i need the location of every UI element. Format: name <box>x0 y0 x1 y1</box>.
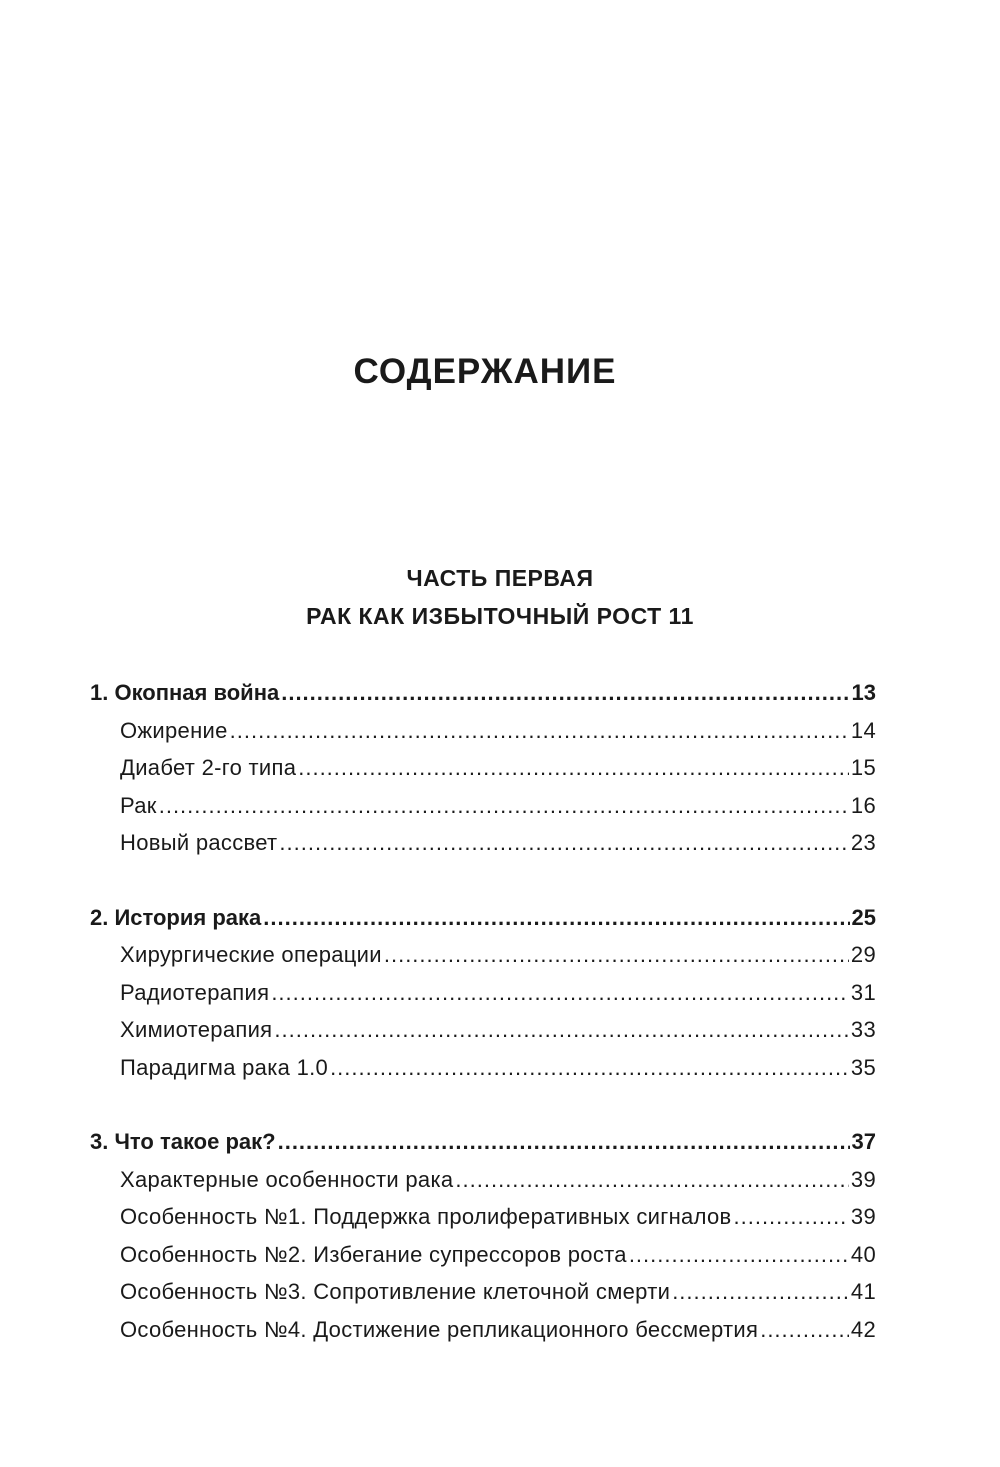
toc-section-title: Рак <box>120 792 157 818</box>
dot-leader <box>734 1198 849 1236</box>
toc-page-number: 39 <box>850 1204 876 1229</box>
toc-page-number: 40 <box>850 1241 876 1267</box>
toc-section-row[interactable] <box>90 1311 876 1349</box>
dot-leader <box>263 899 849 937</box>
dot-leader <box>298 749 849 787</box>
toc-section-row[interactable] <box>90 1011 876 1049</box>
toc-chapter-title: 2. История рака <box>90 904 262 930</box>
toc-section-row[interactable] <box>90 1273 876 1311</box>
dot-leader <box>455 1161 849 1199</box>
toc-section-title: Особенность №2. Избегание супрессоров роста <box>120 1241 627 1267</box>
toc-section-title: Химиотерапия <box>120 1017 273 1042</box>
dot-leader <box>760 1311 849 1349</box>
toc-section-title: Особенность №3. Сопротивление клеточной смерти <box>120 1279 671 1304</box>
dot-leader <box>271 974 849 1012</box>
dot-leader <box>274 1011 849 1049</box>
toc-page-number: 41 <box>850 1279 876 1304</box>
toc-page-number: 31 <box>850 979 876 1005</box>
toc-page-number: 37 <box>851 1129 876 1154</box>
toc-page-number: 29 <box>850 942 876 967</box>
toc-section-row[interactable] <box>90 712 876 750</box>
toc-section-title: Парадигма рака 1.0 <box>120 1054 329 1080</box>
toc-chapter-title: 1. Окопная война <box>90 680 280 705</box>
toc-page-number: 23 <box>850 830 876 855</box>
toc-section-row[interactable] <box>90 936 876 974</box>
dot-leader <box>384 936 849 974</box>
page-title: СОДЕРЖАНИЕ <box>353 352 617 391</box>
toc-page-number: 25 <box>851 904 876 930</box>
toc-chapter-row[interactable] <box>90 674 876 712</box>
toc-page-number: 13 <box>851 680 876 705</box>
toc-section-row[interactable] <box>90 1049 876 1087</box>
toc-section-row[interactable] <box>90 1236 876 1274</box>
toc-section-row[interactable] <box>90 749 876 787</box>
toc-page-number: 15 <box>850 755 876 780</box>
toc-chapter-2 <box>90 899 876 1087</box>
toc-page-number: 14 <box>850 717 876 743</box>
toc-section-row[interactable] <box>90 787 876 825</box>
dot-leader <box>159 787 849 825</box>
toc-section-title: Характерные особенности рака <box>120 1166 454 1192</box>
toc-chapter-row[interactable] <box>90 1123 876 1161</box>
dot-leader <box>279 824 849 862</box>
toc-page-number: 35 <box>850 1054 876 1080</box>
dot-leader <box>230 712 849 750</box>
dot-leader <box>281 674 849 712</box>
toc-page-number: 16 <box>850 792 876 818</box>
dot-leader <box>629 1236 849 1274</box>
toc-section-row[interactable] <box>90 1198 876 1236</box>
toc-section-title: Ожирение <box>120 717 228 743</box>
toc-page-number: 42 <box>850 1316 876 1342</box>
toc-section-title: Новый рассвет <box>120 830 278 855</box>
part-label: ЧАСТЬ ПЕРВАЯ <box>406 565 594 591</box>
dot-leader <box>672 1273 849 1311</box>
toc-section-title: Особенность №1. Поддержка пролиферативных сигналов <box>120 1204 732 1229</box>
dot-leader <box>330 1049 849 1087</box>
toc-page-number: 33 <box>850 1017 876 1042</box>
part-title: РАК КАК ИЗБЫТОЧНЫЙ РОСТ 11 <box>306 603 694 629</box>
toc-section-title: Особенность №4. Достижение репликационного бессмертия <box>120 1316 759 1342</box>
toc-section-title: Хирургические операции <box>120 942 382 967</box>
toc-chapter-row[interactable] <box>90 899 876 937</box>
toc-section-row[interactable] <box>90 974 876 1012</box>
dot-leader <box>278 1123 850 1161</box>
table-of-contents <box>90 674 876 1385</box>
toc-chapter-3 <box>90 1123 876 1348</box>
toc-chapter-1 <box>90 674 876 862</box>
toc-chapter-title: 3. Что такое рак? <box>90 1129 276 1154</box>
toc-section-row[interactable] <box>90 1161 876 1199</box>
toc-section-title: Радиотерапия <box>120 979 270 1005</box>
toc-section-row[interactable] <box>90 824 876 862</box>
toc-section-title: Диабет 2-го типа <box>120 755 297 780</box>
toc-page-number: 39 <box>850 1166 876 1192</box>
